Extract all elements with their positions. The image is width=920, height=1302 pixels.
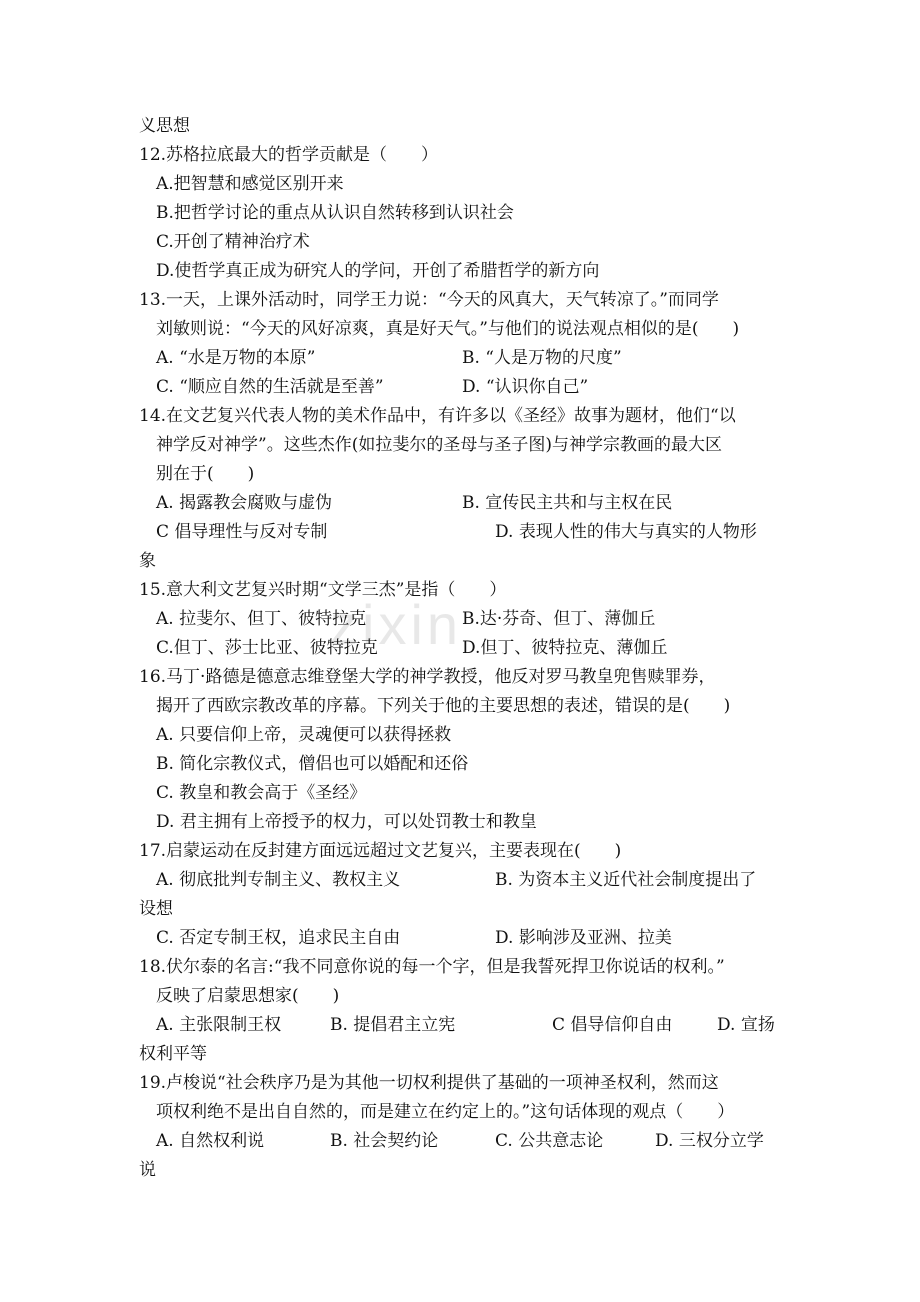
option-14d: D. 表现人性的伟大与真实的人物形 bbox=[495, 522, 757, 542]
option-17c: C. 否定专制王权，追求民主自由 bbox=[156, 928, 401, 948]
option-14d-cont: 象 bbox=[139, 551, 156, 571]
option-14c: C 倡导理性与反对专制 bbox=[156, 522, 328, 542]
question-16: 16.马丁·路德是德意志维登堡大学的神学教授，他反对罗马教皇兜售赎罪券， bbox=[139, 667, 716, 687]
question-19-cont: 项权利绝不是出自自然的，而是建立在约定上的。”这句话体现的观点（ ） bbox=[156, 1102, 735, 1122]
question-13-cont: 刘敏则说：“今天的风好凉爽，真是好天气。”与他们的说法观点相似的是( ) bbox=[156, 319, 740, 339]
option-16b: B. 简化宗教仪式，僧侣也可以婚配和还俗 bbox=[156, 754, 469, 774]
question-17: 17.启蒙运动在反封建方面远远超过文艺复兴，主要表现在( ) bbox=[139, 841, 622, 861]
question-16-cont: 揭开了西欧宗教改革的序幕。下列关于他的主要思想的表述，错误的是( ) bbox=[156, 696, 731, 716]
option-18b: B. 提倡君主立宪 bbox=[330, 1015, 456, 1035]
question-18-cont: 反映了启蒙思想家( ) bbox=[156, 986, 340, 1006]
option-19b: B. 社会契约论 bbox=[330, 1131, 439, 1151]
question-14: 14.在文艺复兴代表人物的美术作品中，有许多以《圣经》故事为题材，他们“以 bbox=[139, 406, 736, 426]
option-12d: D.使哲学真正成为研究人的学问，开创了希腊哲学的新方向 bbox=[156, 261, 600, 281]
question-14-cont: 神学反对神学”。这些杰作(如拉斐尔的圣母与圣子图)与神学宗教画的最大区 bbox=[156, 435, 722, 455]
option-16d: D. 君主拥有上帝授予的权力，可以处罚教士和教皇 bbox=[156, 812, 537, 832]
option-17d: D. 影响涉及亚洲、拉美 bbox=[495, 928, 672, 948]
option-17b-cont: 设想 bbox=[139, 899, 173, 919]
option-18d: D. 宣扬 bbox=[717, 1015, 775, 1035]
watermark: zixin bbox=[330, 593, 463, 656]
question-13: 13.一天，上课外活动时，同学王力说：“今天的风真大，天气转凉了。”而同学 bbox=[139, 290, 719, 310]
question-12: 12.苏格拉底最大的哲学贡献是（ ） bbox=[139, 145, 439, 165]
option-19d-cont: 说 bbox=[139, 1160, 156, 1180]
option-14a: A. 揭露教会腐败与虚伪 bbox=[156, 493, 333, 513]
question-15: 15.意大利文艺复兴时期“文学三杰”是指（ ） bbox=[139, 580, 507, 600]
option-16a: A. 只要信仰上帝，灵魂便可以获得拯救 bbox=[156, 725, 452, 745]
option-15b: B.达·芬奇、但丁、薄伽丘 bbox=[462, 609, 656, 629]
option-14b: B. 宣传民主共和与主权在民 bbox=[462, 493, 673, 513]
question-18: 18.伏尔泰的名言:“我不同意你说的每一个字，但是我誓死捍卫你说话的权利。” bbox=[139, 957, 725, 977]
option-19a: A. 自然权利说 bbox=[156, 1131, 265, 1151]
option-15a: A. 拉斐尔、但丁、彼特拉克 bbox=[156, 609, 367, 629]
option-13b: B. “人是万物的尺度” bbox=[462, 348, 622, 368]
option-13a: A. “水是万物的本原” bbox=[156, 348, 316, 368]
option-12b: B.把哲学讨论的重点从认识自然转移到认识社会 bbox=[156, 203, 514, 223]
question-19: 19.卢梭说“社会秩序乃是为其他一切权利提供了基础的一项神圣权利，然而这 bbox=[139, 1073, 719, 1093]
option-15c: C.但丁、莎士比亚、彼特拉克 bbox=[156, 638, 378, 658]
option-19d: D. 三权分立学 bbox=[655, 1131, 764, 1151]
option-15d: D.但丁、彼特拉克、薄伽丘 bbox=[462, 638, 668, 658]
option-18d-cont: 权利平等 bbox=[139, 1044, 207, 1064]
option-13c: C. “顺应自然的生活就是至善” bbox=[156, 377, 384, 397]
option-17b: B. 为资本主义近代社会制度提出了 bbox=[495, 870, 757, 890]
option-18a: A. 主张限制王权 bbox=[156, 1015, 282, 1035]
text-line: 义思想 bbox=[139, 116, 190, 136]
option-12c: C.开创了精神治疗术 bbox=[156, 232, 310, 252]
option-12a: A.把智慧和感觉区别开来 bbox=[156, 174, 344, 194]
option-17a: A. 彻底批判专制主义、教权主义 bbox=[156, 870, 401, 890]
option-19c: C. 公共意志论 bbox=[495, 1131, 604, 1151]
option-16c: C. 教皇和教会高于《圣经》 bbox=[156, 783, 367, 803]
option-18c: C 倡导信仰自由 bbox=[552, 1015, 673, 1035]
option-13d: D. “认识你自己” bbox=[462, 377, 589, 397]
question-14-cont: 别在于( ) bbox=[156, 464, 255, 484]
